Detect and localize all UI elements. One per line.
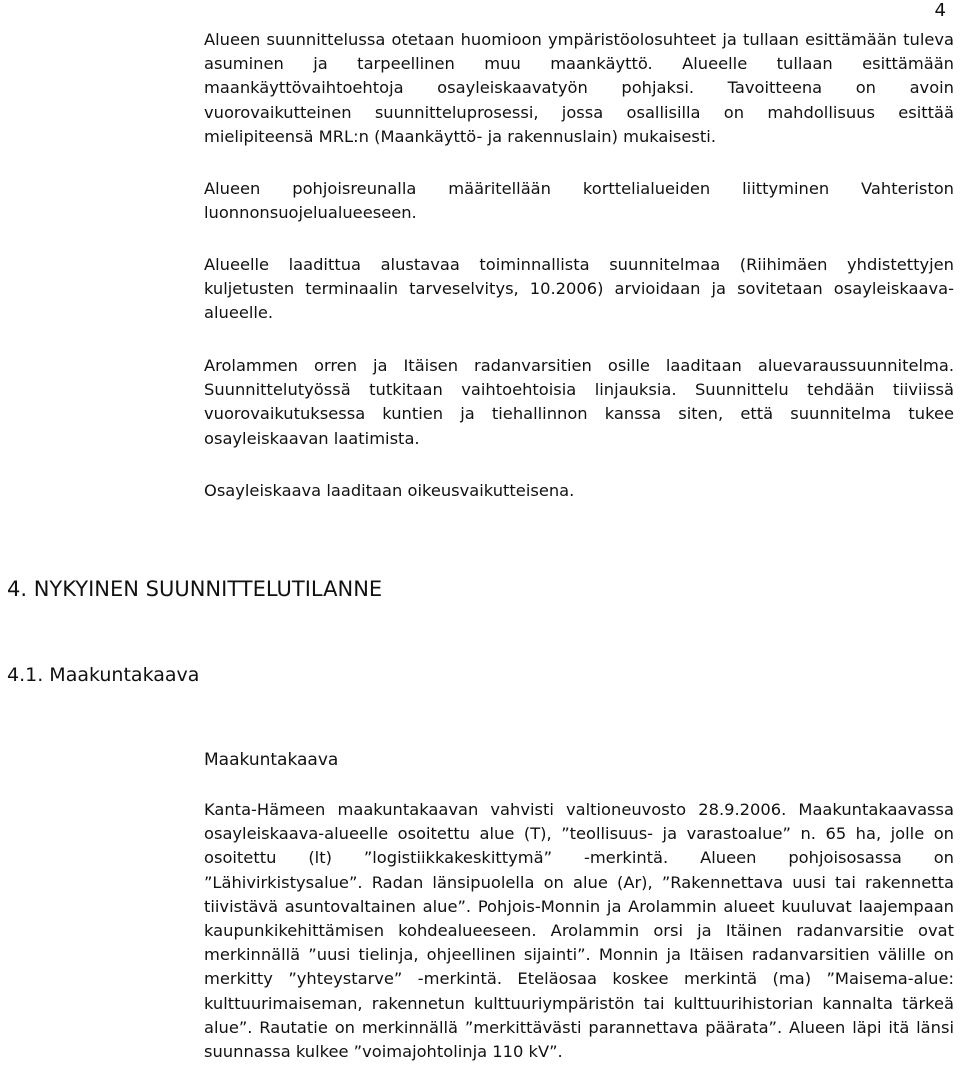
page-number: 4 <box>934 0 946 21</box>
subsection-subheading: Maakuntakaava <box>204 750 339 770</box>
paragraph-functional-plan: Alueelle laadittua alustavaa toiminnallista suunnitelmaa (Riihimäen yhdistettyjen kuljetusten terminaalin tarveselvitys, 10.2006) arvioidaan ja sovitetaan osayleiskaava-alueelle. <box>204 255 954 323</box>
paragraph-regional-plan: Kanta-Hämeen maakuntakaavan vahvisti valtioneuvosto 28.9.2006. Maakuntakaavassa osayleiskaava-alueelle osoitettu alue (T), ”teollisuus- ja varastoalue” n. 65 ha, jolle on osoitettu (lt) ”logistiikkakeskittymä” -merkintä. Alueen pohjoisosassa on ”Lähivirkistysalue”. Radan länsipuolella on alue (Ar), ”Rakennettava uusi tai rakennetta tiivistävä asuntovaltainen alue”. Pohjois-Monnin ja Arolammin alueet kuuluvat laajempaan kaupunkikehittämisen kohdealueeseen. Arolammin orsi ja Itäinen radanvarsitie ovat merkinnällä ”uusi tielinja, ohjeellinen sijainti”. Monnin ja Itäisen radanvarsitien välille on merkitty ”yhteystarve” -merkintä. Eteläosaa koskee merkintä (ma) ”Maisema-alue: kulttuurimaiseman, rakennetun kulttuuriympäristön tai kulttuurihistorian kannalta tärkeä alue”. Rautatie on merkinnällä ”merkittävästi parannettava päärata”. Alueen läpi itä länsi suunnassa kulkee ”voimajohtolinja 110 kV”. <box>204 800 954 1062</box>
section-heading: 4. NYKYINEN SUUNNITTELUTILANNE <box>7 577 383 601</box>
paragraph-nature-reserve: Alueen pohjoisreunalla määritellään korttelialueiden liittyminen Vahteriston luonnonsuojelualueeseen. <box>204 179 954 223</box>
paragraph-legal-effect: Osayleiskaava laaditaan oikeusvaikutteisena. <box>204 481 575 500</box>
paragraph-planning-considerations: Alueen suunnittelussa otetaan huomioon ympäristöolosuhteet ja tullaan esittämään tuleva asuminen ja tarpeellinen muu maankäyttö. Alueelle tullaan esittämään maankäyttövaihtoehtoja osayleiskaavatyön pohjaksi. Tavoitteena on avoin vuorovaikutteinen suunnitteluprosessi, jossa osallisilla on mahdollisuus esittää mielipiteensä MRL:n (Maankäyttö- ja rakennuslain) mukaisesti. <box>204 30 954 146</box>
subsection-heading: 4.1. Maakuntakaava <box>7 664 200 686</box>
paragraph-area-reservation: Arolammen orren ja Itäisen radanvarsitien osille laaditaan aluevaraussuunnitelma. Suunnittelutyössä tutkitaan vaihtoehtoisia linjauksia. Suunnittelu tehdään tiiviissä vuorovaikutuksessa kuntien ja tiehallinnon kanssa siten, että suunnitelma tukee osayleiskaavan laatimista. <box>204 356 954 448</box>
